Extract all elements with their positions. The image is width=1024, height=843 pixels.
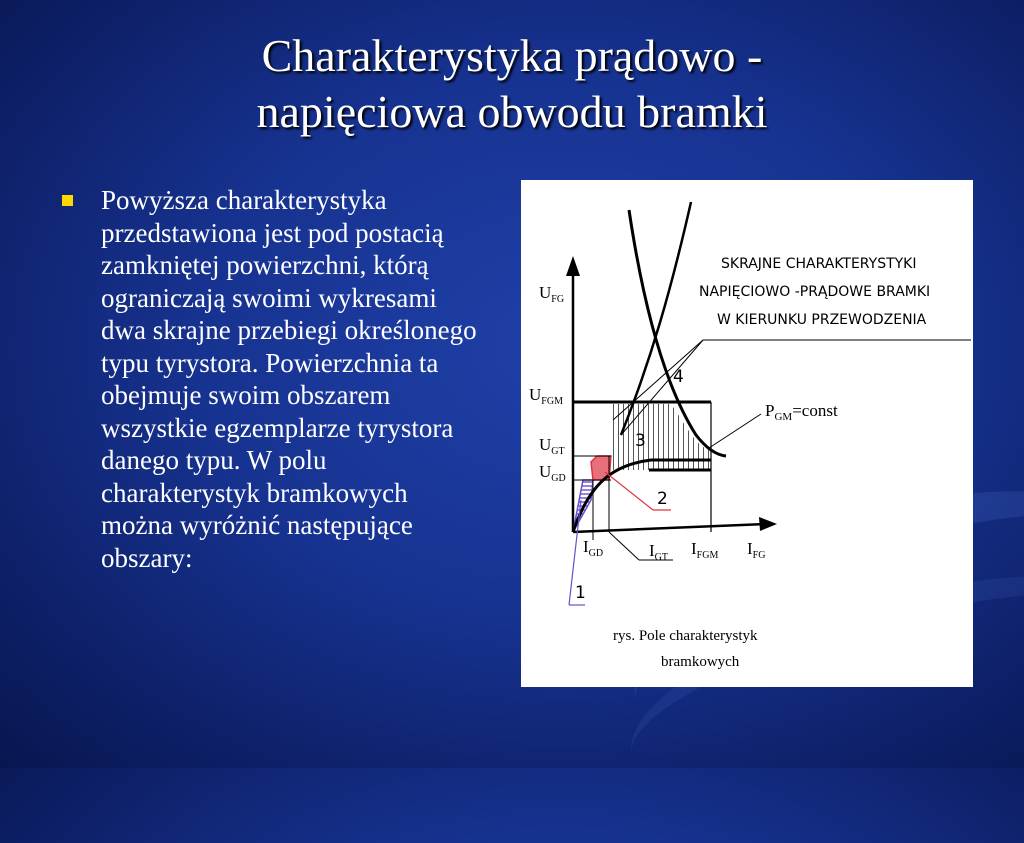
ifgm-label: $I_{FGM}$ [691, 539, 719, 561]
ufg-label: $U_{FG}$ [539, 283, 565, 305]
annotation-line-3: W KIERUNKU PRZEWODZENIA [717, 312, 927, 328]
title-line-2: napięciowa obwodu bramki [256, 86, 768, 137]
power-hyperbola-curve [621, 202, 691, 435]
title-line-1: Charakterystyka prądowo - [261, 30, 763, 81]
ugd-label: $U_{GD}$ [539, 462, 566, 484]
ugt-label: $U_{GT}$ [539, 435, 565, 457]
region-3-mask-left [599, 404, 609, 442]
y-axis-arrow [566, 256, 580, 276]
bullet-square-icon [62, 195, 73, 206]
slide-title [0, 28, 1024, 140]
gate-characteristics-diagram [521, 180, 973, 687]
igd-label: $I_{GD}$ [583, 537, 604, 559]
region-3-label: 3 [635, 431, 646, 451]
figure-caption-line-2: bramkowych [661, 654, 740, 670]
ifg-label: $I_{FG}$ [747, 539, 766, 561]
gate-characteristics-figure [521, 180, 973, 687]
igt-leader [609, 532, 639, 560]
annotation-line-1: SKRAJNE CHARAKTERYSTYKI [721, 256, 917, 272]
x-axis [573, 524, 765, 532]
pgm-pointer-line [709, 414, 761, 448]
pgm-const-label: $P_{GM}=const$ [765, 401, 838, 423]
region-4-label: 4 [673, 367, 684, 387]
x-axis-arrow [759, 517, 777, 531]
region-2-red-pointer [605, 472, 653, 510]
ufgm-label: $U_{FGM}$ [529, 385, 563, 407]
region-1-label: 1 [575, 583, 586, 603]
figure-caption-line-1: rys. Pole charakterystyk [613, 628, 758, 644]
bullet-content [62, 184, 482, 574]
bullet-paragraph: Powyższa charakterystyka przedstawiona jest pod postacią zamkniętej powierzchni, którą ograniczają swoimi wykresami dwa skrajne przebiegi określonego typu tyrystora. Powierzchnia ta obejmuje swoim obszarem wszystkie egzemplarze tyrystora danego typu. W polu charakterystyk bramkowych można wyróżnić następujące obszary: [101, 185, 477, 573]
region-2-label: 2 [657, 489, 668, 509]
annotation-line-2: NAPIĘCIOWO -PRĄDOWE BRAMKI [699, 284, 931, 300]
igt-label: $I_{GT}$ [649, 541, 669, 563]
